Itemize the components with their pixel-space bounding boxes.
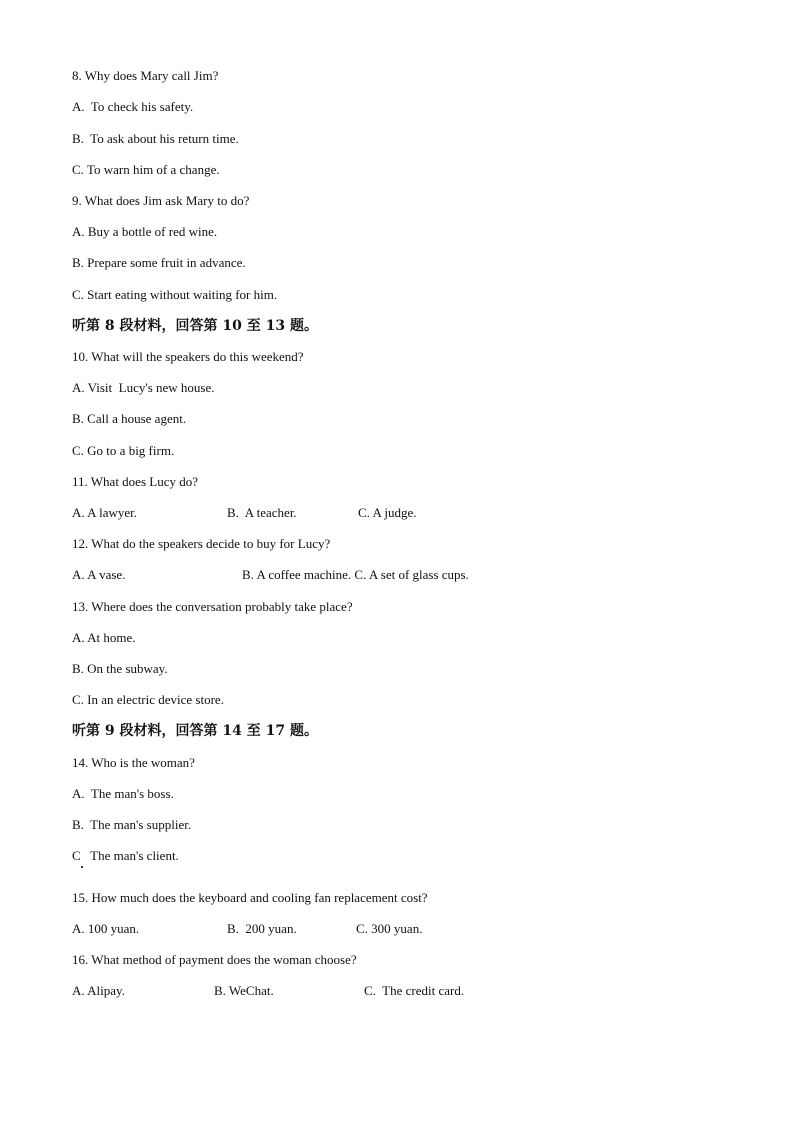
option-13a: A. At home. [72, 630, 136, 645]
option-9c: C. Start eating without waiting for him. [72, 287, 278, 302]
option-14c: C The man's client. [72, 848, 179, 863]
section-heading-9: 听第 9 段材料，回答第 14 至 17 题。 [72, 723, 318, 739]
question-9: 9. What does Jim ask Mary to do? [72, 193, 250, 208]
option-13c: C. In an electric device store. [72, 692, 224, 707]
option-11b: B. A teacher. [227, 505, 297, 520]
question-11: 11. What does Lucy do? [72, 474, 198, 489]
question-15: 15. How much does the keyboard and cooling fan replacement cost? [72, 890, 428, 905]
option-8a: A. To check his safety. [72, 99, 194, 114]
stray-dot [81, 866, 83, 868]
question-14: 14. Who is the woman? [72, 755, 195, 770]
option-14b: B. The man's supplier. [72, 817, 192, 832]
question-8: 8. Why does Mary call Jim? [72, 68, 219, 83]
option-10a: A. Visit Lucy's new house. [72, 380, 215, 395]
option-8c: C. To warn him of a change. [72, 162, 220, 177]
option-14a: A. The man's boss. [72, 786, 174, 801]
option-10c: C. Go to a big firm. [72, 443, 175, 458]
option-11a: A. A lawyer. [72, 505, 137, 520]
section-heading-8: 听第 8 段材料，回答第 10 至 13 题。 [72, 318, 318, 334]
option-15a: A. 100 yuan. [72, 921, 140, 936]
option-12a: A. A vase. [72, 567, 126, 582]
option-11c: C. A judge. [358, 505, 417, 520]
option-15c: C. 300 yuan. [356, 921, 423, 936]
question-16: 16. What method of payment does the woman choose? [72, 952, 357, 967]
question-10: 10. What will the speakers do this weekend? [72, 349, 304, 364]
question-12: 12. What do the speakers decide to buy for Lucy? [72, 536, 331, 551]
option-9a: A. Buy a bottle of red wine. [72, 224, 218, 239]
option-15b: B. 200 yuan. [227, 921, 297, 936]
option-12bc: B. A coffee machine. C. A set of glass cups. [242, 567, 469, 582]
option-13b: B. On the subway. [72, 661, 168, 676]
question-13: 13. Where does the conversation probably take place? [72, 599, 353, 614]
option-9b: B. Prepare some fruit in advance. [72, 255, 246, 270]
option-16c: C. The credit card. [364, 983, 465, 998]
option-16a: A. Alipay. [72, 983, 125, 998]
option-8b: B. To ask about his return time. [72, 131, 239, 146]
option-10b: B. Call a house agent. [72, 411, 187, 426]
option-16b: B. WeChat. [214, 983, 274, 998]
